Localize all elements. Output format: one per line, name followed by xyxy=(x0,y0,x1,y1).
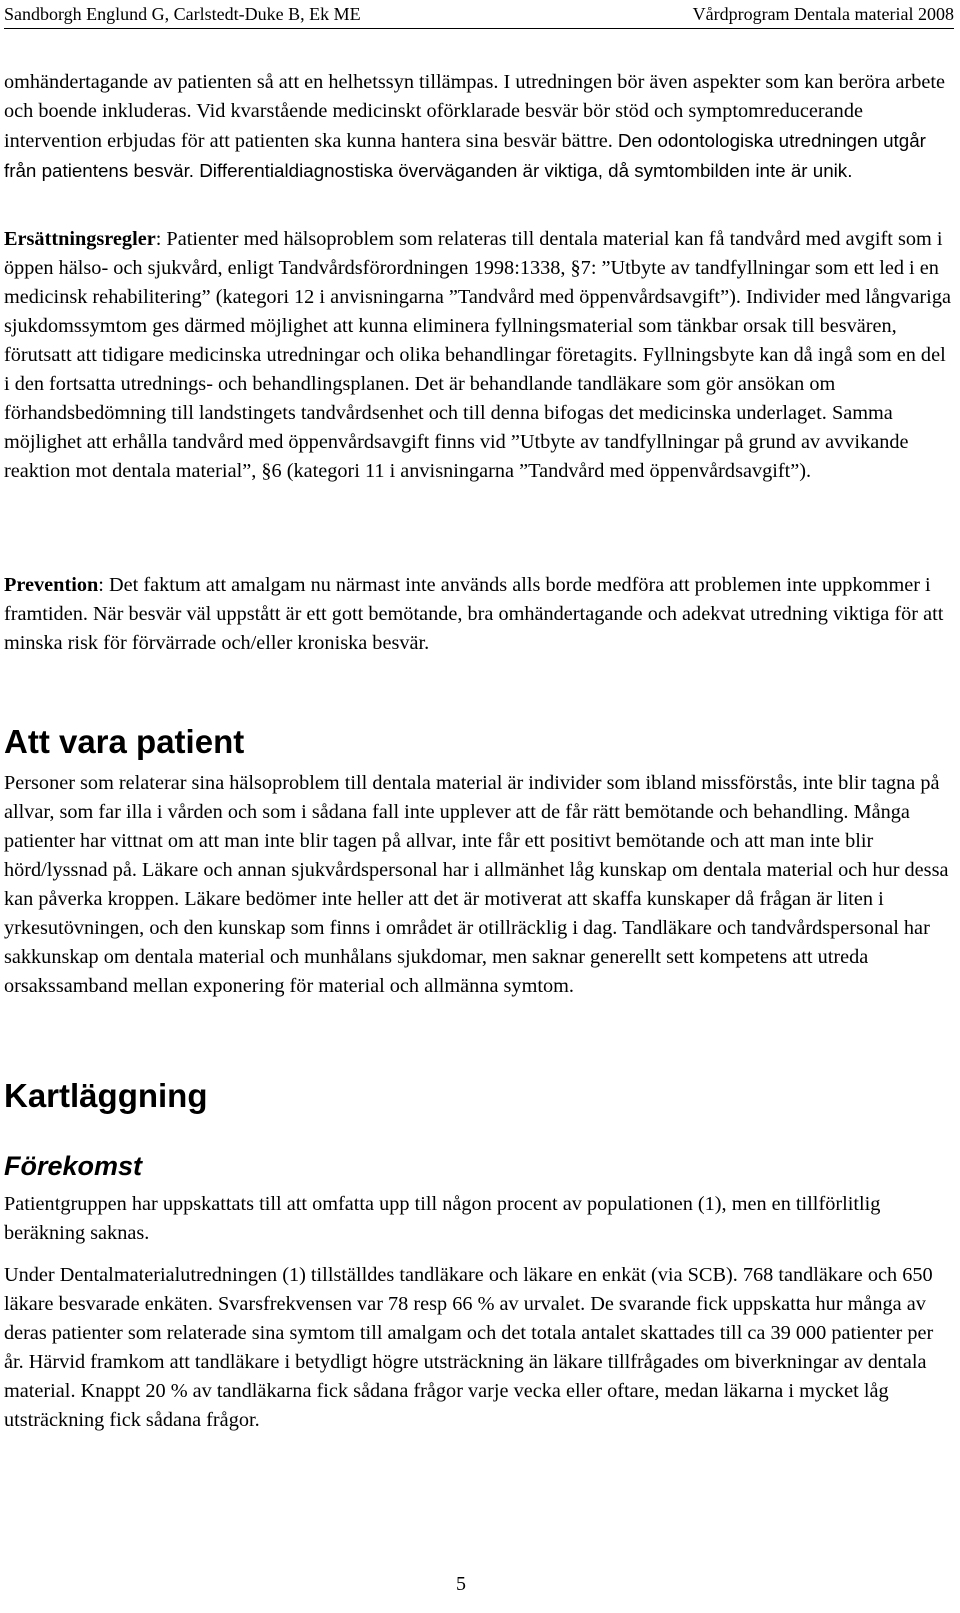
page-number: 5 xyxy=(456,1573,466,1595)
paragraph-prevention xyxy=(4,571,952,658)
subheading-forekomst: Förekomst xyxy=(4,1151,143,1181)
header-document-title: Vårdprogram Dentala material 2008 xyxy=(692,4,954,24)
paragraph-intro xyxy=(4,68,952,186)
paragraph-att-vara-patient: Personer som relaterar sina hälsoproblem till dentala material är individer som ibland missförstås, inte blir tagna på allvar, som far illa i vården och som i sådana fall inte upplever att de får rätt bemötande och behandling. Många patienter har vittnat om att man inte blir tagen på allvar, inte får ett positivt bemötande och att man inte blir hörd/lyssnad på. Läkare och annan sjukvårdspersonal har i allmänhet låg kunskap om dentala material och hur dessa kan påverka kroppen. Läkare bedömer inte heller att det är motiverat att skaffa kunskaper då frågan är liten i yrkesutövningen, och den kunskap som finns i området är otillräcklig i dag. Tandläkare och tandvårdspersonal har sakkunskap om dentala material och munhålans sjukdomar, men saknar generellt sett kompetens att utreda orsakssamband mellan exponering för material och allmänna symtom. xyxy=(4,772,949,997)
paragraph-intro-text-b: Den odontologiska utredningen utgår från patientens besvär. Differentialdiagnostiska överväganden är viktiga, då symtombilden inte är unik. xyxy=(4,130,926,181)
running-header xyxy=(4,2,954,26)
prevention-text: : Det faktum att amalgam nu närmast inte används alls borde medföra att problemen inte uppkommer i framtiden. När besvär väl uppstått är ett gott bemötande, bra omhändertagande och adekvat utredning viktiga för att minska risk för förvärrade och/eller kroniska besvär. xyxy=(4,574,944,654)
heading-kartlaggning: Kartläggning xyxy=(4,1077,208,1114)
ersattningsregler-text: : Patienter med hälsoproblem som relateras till dentala material kan få tandvård med avgift som i öppen hälso- och sjukvård, enligt Tandvårdsförordningen 1998:1338, §7: ”Utbyte av tandfyllningar som ett led i en medicinsk rehabilitering” (kategori 12 i anvisningarna ”Tandvård med öppenvårdsavgift”). Individer med långvariga sjukdomssymtom ges därmed möjlighet att kunna eliminera fyllningsmaterial som tänkbar orsak till besvären, förutsatt att tidigare medicinska utredningar och olika behandlingar företagits. Fyllningsbyte kan då ingå som en del i den fortsatta utrednings- och behandlingsplanen. Det är behandlande tandläkare som gör ansökan om förhandsbedömning till landstingets tandvårdsenhet och till denna bifogas det medicinska underlaget. Samma möjlighet att erhålla tandvård med öppenvårdsavgift finns vid ”Utbyte av tandfyllningar på grund av avvikande reaktion mot dentala material”, §6 (kategori 11 i anvisningarna ”Tandvård med öppenvårdsavgift”). xyxy=(4,228,951,482)
paragraph-intro-text-a: omhändertagande av patienten så att en helhetssyn tillämpas. I utredningen bör även aspekter som kan beröra arbete och boende inkluderas. Vid kvarstående medicinskt oförklarade besvär bör stöd och symptomreducerande intervention erbjudas för att patienten ska kunna hantera sina besvär bättre. xyxy=(4,71,946,152)
ersattningsregler-label: Ersättningsregler xyxy=(4,228,156,250)
paragraph-ersattningsregler xyxy=(4,225,952,486)
paragraph-forekomst-2: Under Dentalmaterialutredningen (1) tillställdes tandläkare och läkare en enkät (via SCB). 768 tandläkare och 650 läkare besvarade enkäten. Svarsfrekvensen var 78 resp 66 % av urvalet. De svarande fick uppskatta hur många av deras patienter som relaterade sina symtom till amalgam och det totala antalet skattades till ca 39 000 patienter per år. Härvid framkom att tandläkare i betydligt högre utsträckning än läkare tillfrågades om biverkningar av dentala material. Knappt 20 % av tandläkarna fick sådana frågor varje vecka eller oftare, medan läkarna i mycket låg utsträckning fick sådana frågor. xyxy=(4,1264,934,1431)
prevention-label: Prevention xyxy=(4,574,99,596)
header-authors: Sandborgh Englund G, Carlstedt-Duke B, Ek ME xyxy=(4,4,361,24)
paragraph-forekomst-1: Patientgruppen har uppskattats till att omfatta upp till någon procent av populationen (1), men en tillförlitlig beräkning saknas. xyxy=(4,1193,881,1244)
heading-att-vara-patient: Att vara patient xyxy=(4,723,245,760)
header-rule xyxy=(4,28,954,29)
